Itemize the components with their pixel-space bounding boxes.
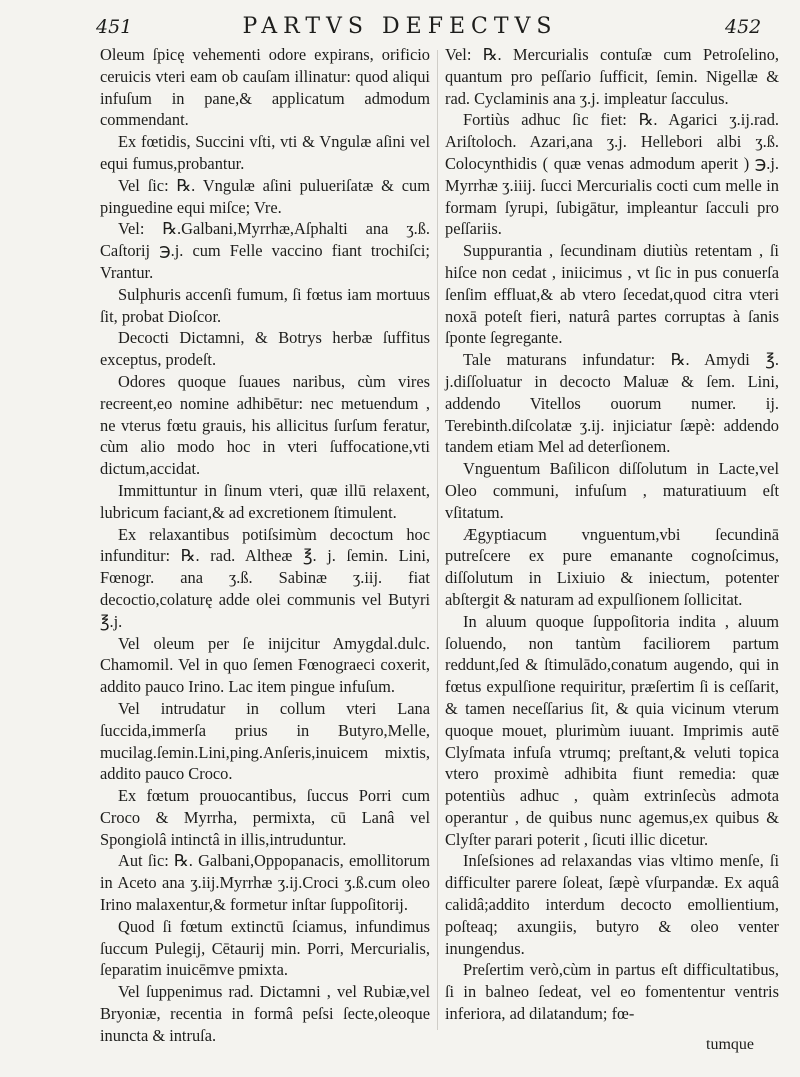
running-title: PARTVS DEFECTVS (242, 14, 558, 39)
paragraph: Oleum ſpicę vehementi odore expirans, orificio ceruicis vteri eam ob cauſam illinatur: quod aliqui infuſum in pane,& applicatum admodum commendant. (100, 45, 430, 130)
paragraph: Ex relaxantibus potiſsimùm decoctum hoc infunditur: ℞. rad. Altheæ ℥. j. ſemin. Lini, Fœnogr. ana ʒ.ß. Sabinæ ʒ.iij. fiat decoctio,colaturę adde olei communis vel Butyri ℥.j. (100, 524, 430, 631)
paragraph: Suppurantia , ſecundinam diutiùs retentam , ſi hiſce non cedat , iniicimus , vt ſic in pus conuerſa ſenſim effluat,& ab vtero ſecedat,quod citra vteri noxā poteſt fieri, naturâ partes corruptas à ſanis ſponte ſegregante. (445, 241, 779, 348)
paragraph: Quod ſi fœtum extinctū ſciamus, infundimus ſuccum Pulegij, Cētaurij min. Porri, Mercurialis, ſeparatim inuicēmve pmixta. (100, 916, 430, 980)
paragraph: Vel ſic: ℞. Vngulæ aſini pulueriſatæ & cum pinguedine equi miſce; Vre. (100, 175, 430, 217)
column-gutter (437, 50, 438, 1030)
right-page-number: 452 (725, 16, 762, 38)
paragraph: Fortiùs adhuc ſic fiet: ℞. Agarici ʒ.ij.rad. Ariſtoloch. Azari,ana ʒ.j. Hellebori albi ʒ.ß. Colocynthidis ( quæ venas admodum aperit ) ℈.j. Myrrhæ ʒ.iiij. ſucci Mercurialis cocti cum melle in formam ſyrupi, ſubigātur, impleantur ſacculi pro peſſariis. (445, 110, 779, 239)
paragraph: Vel intrudatur in collum vteri Lana ſuccida,immerſa prius in Butyro,Melle, mucilag.ſemin.Lini,ping.Anſeris,inuicem mixtis, addito pauco Croco. (100, 698, 430, 784)
catchword: tumque (706, 1036, 754, 1053)
left-column (100, 44, 430, 1047)
paragraph: In aluum quoque ſuppoſitoria indita , aluum ſoluendo, non tantùm faciliorem partum reddunt,ſed & ſtimulādo,conatum augendo, qui in fœtus expulſione requiritur, præſertim ſi is ceſſarit, & tamen neceſſarius ſit, & quia vicinum vterum quoque mouet, plurimùm iuuant. Imprimis autē Clyſmata infuſa vtrumq; preſtant,& veluti topica vtero proximè adhibita fiunt remedia: quæ potentiùs adhuc , quàm extrinſecùs admota operantur , de quibus nunc agemus,ex quibus & Clyſter parari poterit , ſicuti illic dicetur. (445, 611, 779, 849)
paragraph: Vel ſuppenimus rad. Dictamni , vel Rubiæ,vel Bryoniæ, recentia in formâ peſsi ſecte,oleoque inuncta & intruſa. (100, 982, 430, 1045)
paragraph: Vel oleum per ſe inijcitur Amygdal.dulc. Chamomil. Vel in quo ſemen Fœnograeci coxerit, addito pauco Irino. Lac item pingue infuſum. (100, 633, 430, 697)
running-head (0, 14, 800, 44)
paragraph: Preſertim verò,cùm in partus eſt difficultatibus, ſi in balneo ſedeat, vel eo fomententur ventris inferiora, ad dilatandum; fœ- (445, 960, 779, 1024)
paragraph: Decocti Dictamni, & Botrys herbæ ſuffitus exceptus, prodeſt. (100, 328, 430, 370)
paragraph: Vel: ℞.Galbani,Myrrhæ,Aſphalti ana ʒ.ß. Caſtorij ℈.j. cum Felle vaccino fiant trochiſci; Vrantur. (100, 219, 430, 282)
paragraph: Aut ſic: ℞. Galbani,Oppopanacis, emollitorum in Aceto ana ʒ.iij.Myrrhæ ʒ.ij.Croci ʒ.ß.cum oleo Irino malaxentur,& formetur inſtar ſuppoſitorij. (100, 851, 430, 915)
left-page-number: 451 (96, 16, 133, 38)
paragraph: Inſeſsiones ad relaxandas vias vltimo menſe, ſi difficulter parere ſoleat, ſæpè vſurpandæ. Ex aquâ calidâ;addito interdum decocto emollientium, poſteaq; axungiis, butyro & oleo venter inungendus. (445, 851, 779, 958)
paragraph: Vnguentum Baſilicon diſſolutum in Lacte,vel Oleo communi, infuſum , maturatiuum eſt vſitatum. (445, 459, 779, 522)
paragraph: Ægyptiacum vnguentum,vbi ſecundinā putreſcere ex pure emanante cognoſcimus, diſſolutum in Lixiuio & iniectum, potenter abſtergit & naturam ad expulſionem ſollicitat. (445, 524, 779, 609)
paragraph: Tale maturans infundatur: ℞. Amydi ℥. j.diſſoluatur in decocto Maluæ & ſem. Lini, addendo Vitellos ouorum numer. ij. Terebinth.diſcolatæ ʒ.ij. injiciatur ſæpè: addendo tandem etiam Mel ad deterſionem. (445, 350, 779, 457)
paragraph: Vel: ℞. Mercurialis contuſæ cum Petroſelino, quantum pro peſſario ſufficit, ſemin. Nigellæ & rad. Cyclaminis ana ʒ.j. impleatur ſacculus. (445, 45, 779, 108)
paragraph: Immittuntur in ſinum vteri, quæ illū relaxent, lubricum faciant,& ad excretionem ſtimulent. (100, 480, 430, 522)
paragraph: Odores quoque ſuaues naribus, cùm vires recreent,eo nomine adhibētur: nec metuendum , ne vterus fœtu grauis, his allicitus ſurſum feratur, cùm alio modo hoc in vteri ſuffocatione,vti dictum,accidat. (100, 371, 430, 479)
right-column (445, 44, 779, 1025)
paragraph: Ex fœtum prouocantibus, ſuccus Porri cum Croco & Myrrha, permixta, cū Lanâ vel Spongiolâ intinctâ in illis,intruduntur. (100, 786, 430, 849)
paragraph: Sulphuris accenſi fumum, ſi fœtus iam mortuus ſit, probat Dioſcor. (100, 284, 430, 326)
paragraph: Ex fœtidis, Succini vſti, vti & Vngulæ aſini vel equi fumus,probantur. (100, 132, 430, 173)
